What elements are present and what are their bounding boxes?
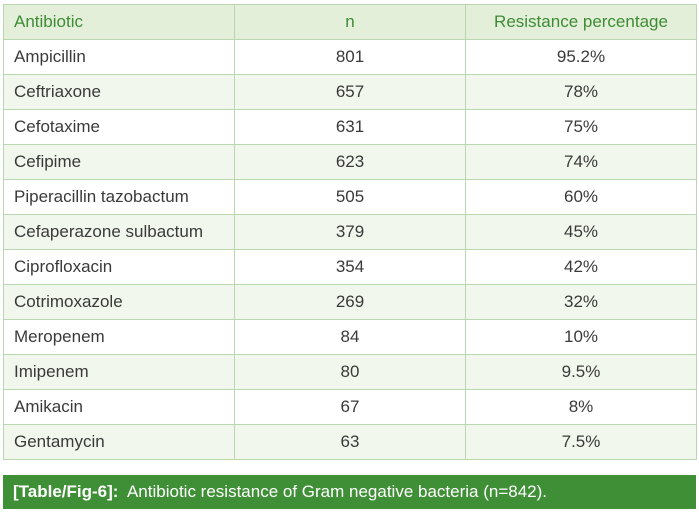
cell-resistance: 78% bbox=[466, 75, 697, 110]
cell-antibiotic: Ciprofloxacin bbox=[4, 250, 235, 285]
table-row bbox=[4, 75, 697, 110]
cell-antibiotic: Cefotaxime bbox=[4, 110, 235, 145]
cell-antibiotic: Cefipime bbox=[4, 145, 235, 180]
caption-text: Antibiotic resistance of Gram negative bacteria (n=842). bbox=[126, 482, 547, 501]
cell-resistance: 42% bbox=[466, 250, 697, 285]
cell-antibiotic: Cotrimoxazole bbox=[4, 285, 235, 320]
table-caption bbox=[3, 475, 696, 509]
table-row bbox=[4, 250, 697, 285]
table-row bbox=[4, 215, 697, 250]
cell-resistance: 95.2% bbox=[466, 40, 697, 75]
cell-antibiotic: Gentamycin bbox=[4, 425, 235, 460]
table-row bbox=[4, 180, 697, 215]
table-row bbox=[4, 40, 697, 75]
table-row bbox=[4, 355, 697, 390]
cell-antibiotic: Imipenem bbox=[4, 355, 235, 390]
cell-antibiotic: Ampicillin bbox=[4, 40, 235, 75]
header-n: n bbox=[235, 5, 466, 40]
caption-figure-ref: [Table/Fig-6]: bbox=[13, 482, 119, 501]
cell-n: 354 bbox=[235, 250, 466, 285]
cell-resistance: 8% bbox=[466, 390, 697, 425]
cell-resistance: 75% bbox=[466, 110, 697, 145]
cell-resistance: 60% bbox=[466, 180, 697, 215]
cell-n: 623 bbox=[235, 145, 466, 180]
cell-n: 379 bbox=[235, 215, 466, 250]
header-row bbox=[4, 5, 697, 40]
cell-n: 80 bbox=[235, 355, 466, 390]
cell-n: 63 bbox=[235, 425, 466, 460]
cell-antibiotic: Amikacin bbox=[4, 390, 235, 425]
table-row bbox=[4, 320, 697, 355]
table-body bbox=[4, 40, 697, 460]
table-header bbox=[4, 5, 697, 40]
table-row bbox=[4, 145, 697, 180]
resistance-table bbox=[3, 4, 697, 460]
cell-n: 505 bbox=[235, 180, 466, 215]
table-row bbox=[4, 285, 697, 320]
header-antibiotic: Antibiotic bbox=[4, 5, 235, 40]
cell-n: 84 bbox=[235, 320, 466, 355]
header-resistance: Resistance percentage bbox=[466, 5, 697, 40]
table-row bbox=[4, 110, 697, 145]
cell-resistance: 9.5% bbox=[466, 355, 697, 390]
cell-antibiotic: Ceftriaxone bbox=[4, 75, 235, 110]
cell-n: 801 bbox=[235, 40, 466, 75]
cell-n: 269 bbox=[235, 285, 466, 320]
table-row bbox=[4, 390, 697, 425]
cell-n: 657 bbox=[235, 75, 466, 110]
cell-n: 631 bbox=[235, 110, 466, 145]
table-row bbox=[4, 425, 697, 460]
cell-resistance: 74% bbox=[466, 145, 697, 180]
cell-resistance: 10% bbox=[466, 320, 697, 355]
cell-resistance: 45% bbox=[466, 215, 697, 250]
cell-antibiotic: Piperacillin tazobactum bbox=[4, 180, 235, 215]
cell-antibiotic: Meropenem bbox=[4, 320, 235, 355]
cell-n: 67 bbox=[235, 390, 466, 425]
cell-antibiotic: Cefaperazone sulbactum bbox=[4, 215, 235, 250]
cell-resistance: 7.5% bbox=[466, 425, 697, 460]
cell-resistance: 32% bbox=[466, 285, 697, 320]
